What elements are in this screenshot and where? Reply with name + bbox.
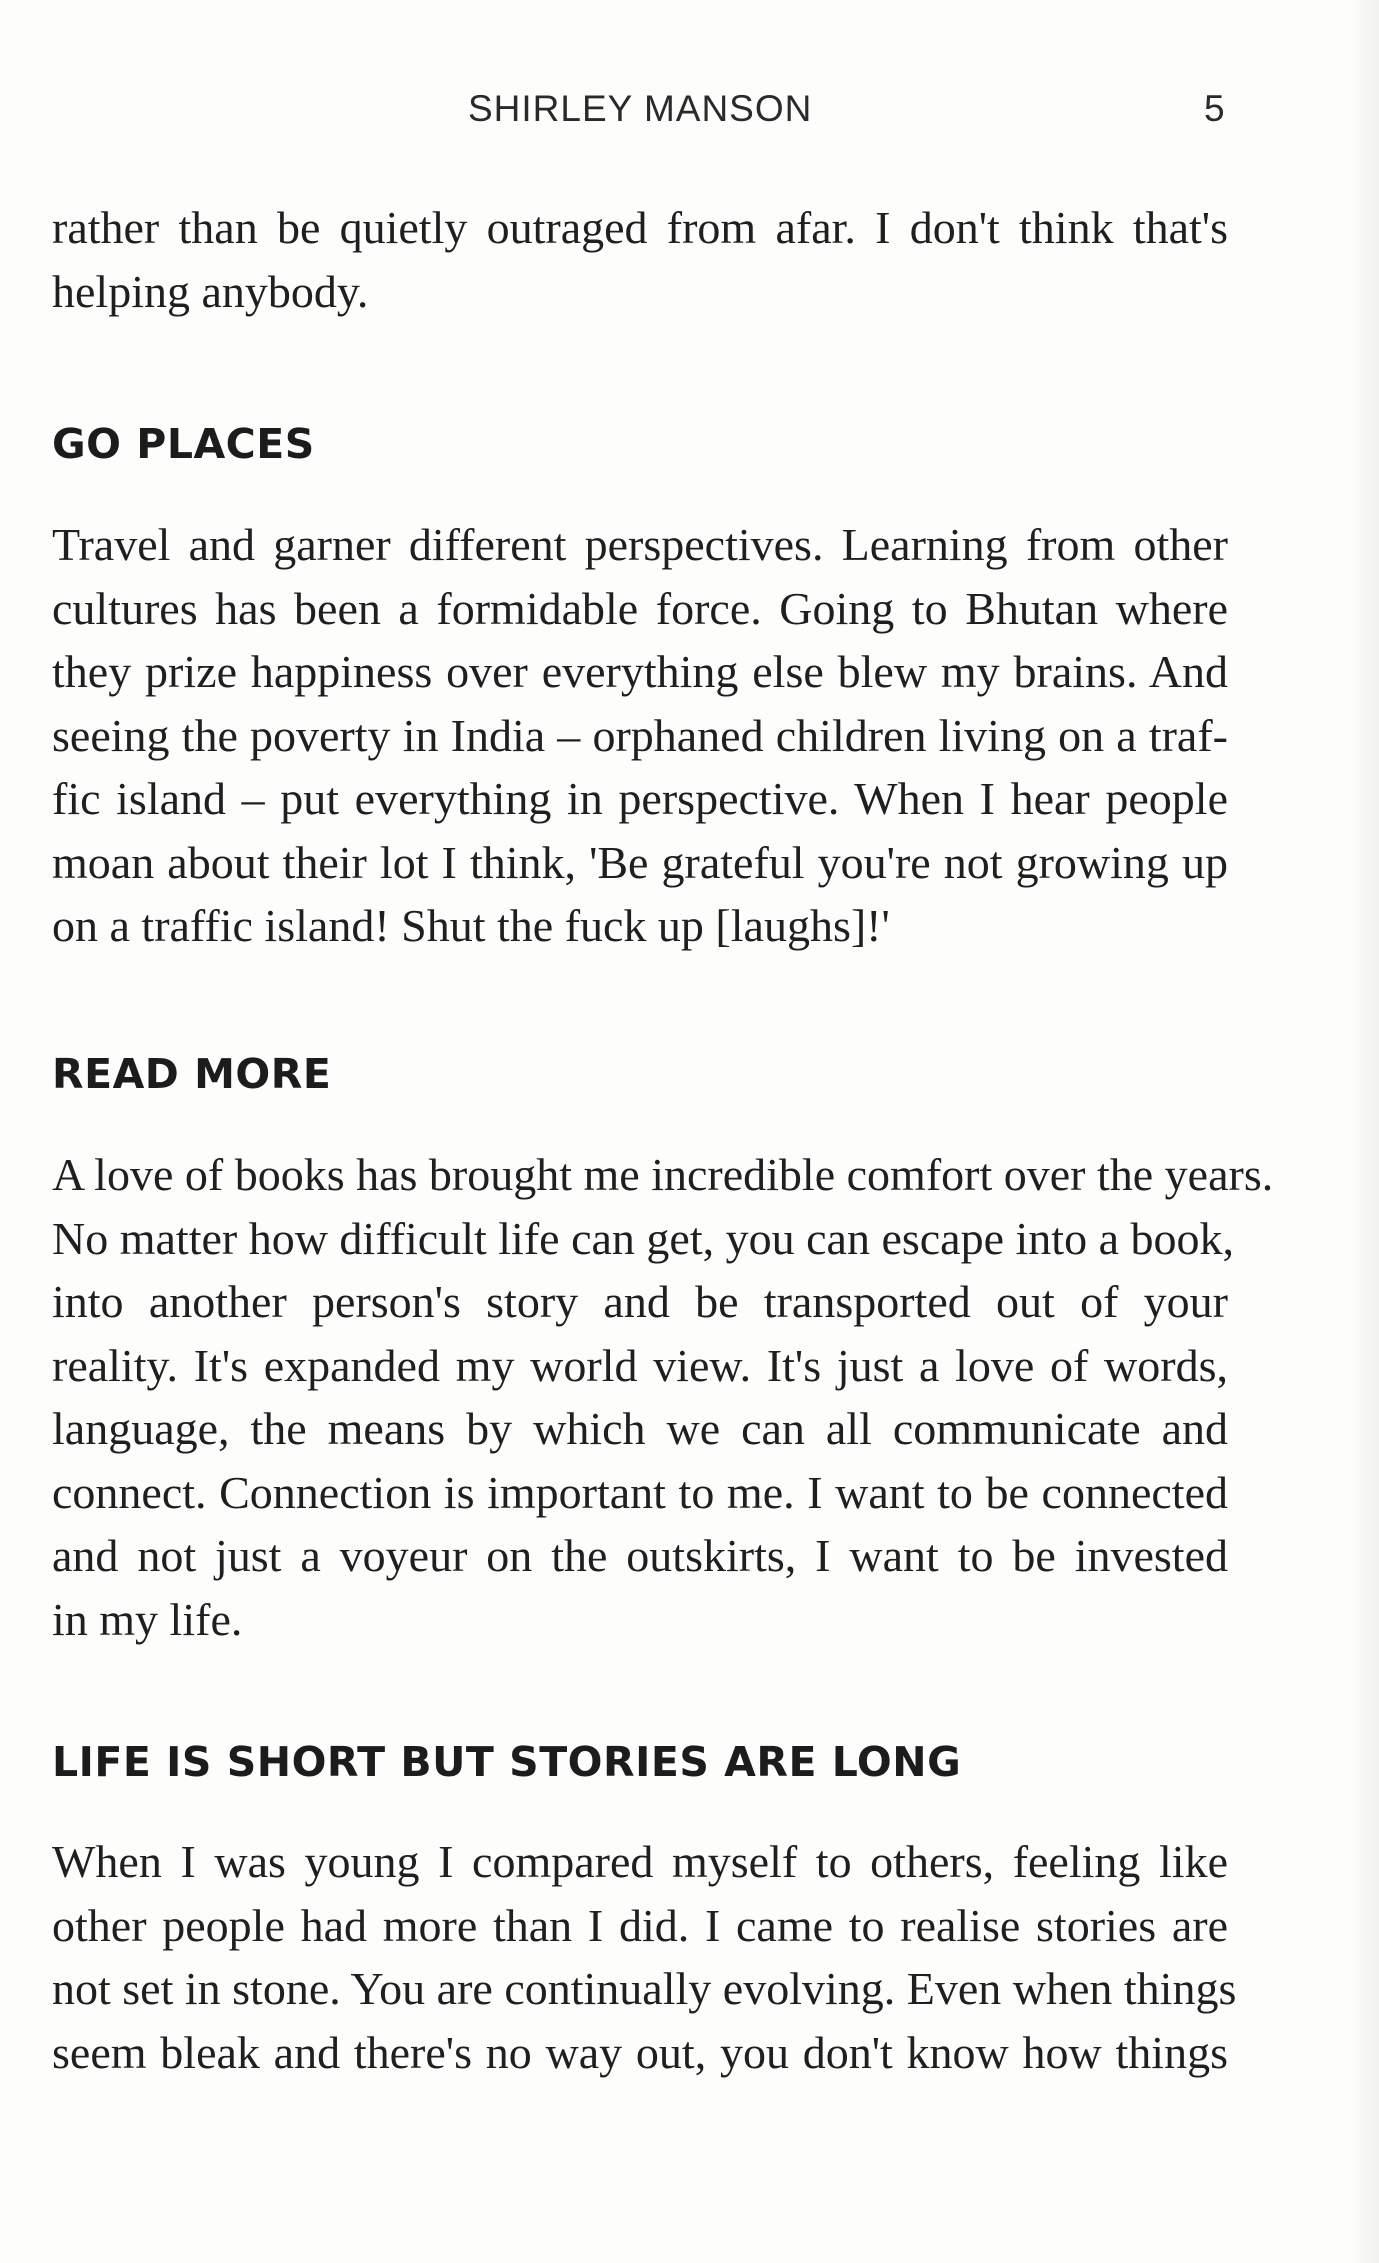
text-line: Travel and garner different perspectives. Learning from other <box>52 519 1228 570</box>
text-line: connect. Connection is important to me. I want to be connected <box>52 1466 1228 1518</box>
text-line: reality. It's expanded my world view. It's just a love of words, <box>52 1339 1228 1391</box>
text-line: helping anybody. <box>52 265 369 317</box>
text-line: rather than be quietly outraged from afar. I don't think that's <box>52 202 1228 253</box>
text-line: When I was young I compared myself to others, feeling like <box>52 1836 1228 1887</box>
running-head <box>0 88 1379 148</box>
page-edge-shadow <box>1349 0 1379 2263</box>
section-heading-life-is-short: LIFE IS SHORT BUT STORIES ARE LONG <box>52 1738 962 1786</box>
section-paragraph-life-is-short <box>52 1830 1237 2084</box>
text-line: seeing the poverty in India – orphaned children living on a traf- <box>52 709 1228 761</box>
intro-paragraph <box>52 196 1228 323</box>
text-line: other people had more than I did. I came to realise stories are <box>52 1899 1228 1951</box>
text-line: No matter how difficult life can get, you can escape into a book, <box>52 1212 1234 1264</box>
text-line: not set in stone. You are continually evolving. Even when things <box>52 1963 1237 2014</box>
section-heading-go-places: GO PLACES <box>52 420 315 468</box>
text-line: seem bleak and there's no way out, you don't know how things <box>52 2026 1228 2078</box>
page-number: 5 <box>1204 88 1225 129</box>
text-line: language, the means by which we can all communicate and <box>52 1403 1228 1454</box>
text-line: they prize happiness over everything else blew my brains. And <box>52 646 1228 697</box>
text-line: on a traffic island! Shut the fuck up [laughs]!' <box>52 900 890 951</box>
running-title: SHIRLEY MANSON <box>468 88 813 129</box>
section-paragraph-read-more <box>52 1143 1274 1651</box>
section-heading-read-more: READ MORE <box>52 1050 332 1098</box>
text-line: into another person's story and be transported out of your <box>52 1276 1228 1327</box>
text-line: fic island – put everything in perspective. When I hear people <box>52 773 1228 824</box>
text-line: and not just a voyeur on the outskirts, I want to be invested <box>52 1530 1228 1581</box>
text-line: A love of books has brought me incredible comfort over the years. <box>52 1149 1274 1200</box>
text-line: cultures has been a formidable force. Going to Bhutan where <box>52 582 1228 634</box>
text-line: moan about their lot I think, 'Be grateful you're not growing up <box>52 836 1228 888</box>
text-line: in my life. <box>52 1593 243 1645</box>
section-paragraph-go-places <box>52 513 1228 958</box>
